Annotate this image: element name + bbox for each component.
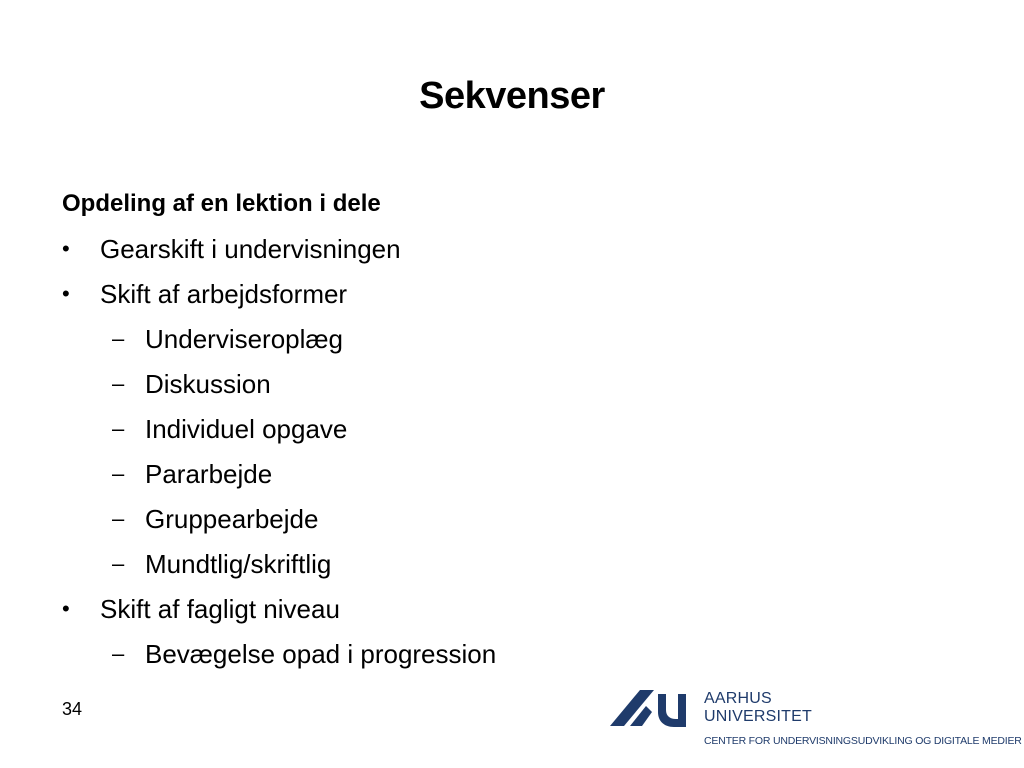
bullet-text: Pararbejde [145, 459, 273, 489]
sub-bullet-item [62, 409, 962, 449]
sub-bullet-item [62, 319, 962, 359]
sub-bullet-item [62, 454, 962, 494]
university-logo [606, 686, 1020, 752]
bullet-text: Individuel opgave [145, 414, 348, 444]
dash-marker: – [112, 551, 125, 576]
bullet-item [62, 589, 962, 629]
bullet-list [62, 229, 962, 674]
sub-bullet-item [62, 499, 962, 539]
bullet-text: Diskussion [145, 369, 271, 399]
bullet-text: Underviseroplæg [145, 324, 343, 354]
sub-bullet-item [62, 544, 962, 584]
logo-line1: AARHUS [704, 690, 772, 707]
sub-bullet-item [62, 634, 962, 674]
sub-bullet-item [62, 364, 962, 404]
aarhus-university-logo-mark-icon [606, 686, 688, 730]
bullet-text: Gruppearbejde [145, 504, 319, 534]
bullet-text: Gearskift i undervisningen [100, 234, 401, 264]
bullet-marker: • [62, 281, 70, 306]
logo-name [704, 690, 812, 726]
slide-title: Sekvenser [419, 75, 605, 117]
dash-marker: – [112, 416, 125, 441]
dash-marker: – [112, 641, 125, 666]
bullet-text: Skift af arbejdsformer [100, 279, 348, 309]
bullet-marker: • [62, 236, 70, 261]
bullet-text: Skift af fagligt niveau [100, 594, 340, 624]
bullet-text: Mundtlig/skriftlig [145, 549, 332, 579]
bullet-item [62, 274, 962, 314]
page-number: 34 [62, 699, 83, 719]
dash-marker: – [112, 326, 125, 351]
logo-line2: UNIVERSITET [704, 708, 812, 725]
bullet-text: Bevægelse opad i progression [145, 639, 497, 669]
slide-content [62, 184, 962, 679]
dash-marker: – [112, 506, 125, 531]
logo-subtitle: CENTER FOR UNDERVISNINGSUDVIKLING OG DIGITALE MEDIER [704, 735, 1022, 747]
bullet-marker: • [62, 596, 70, 621]
content-heading: Opdeling af en lektion i dele [62, 190, 381, 217]
bullet-item [62, 229, 962, 269]
dash-marker: – [112, 371, 125, 396]
dash-marker: – [112, 461, 125, 486]
